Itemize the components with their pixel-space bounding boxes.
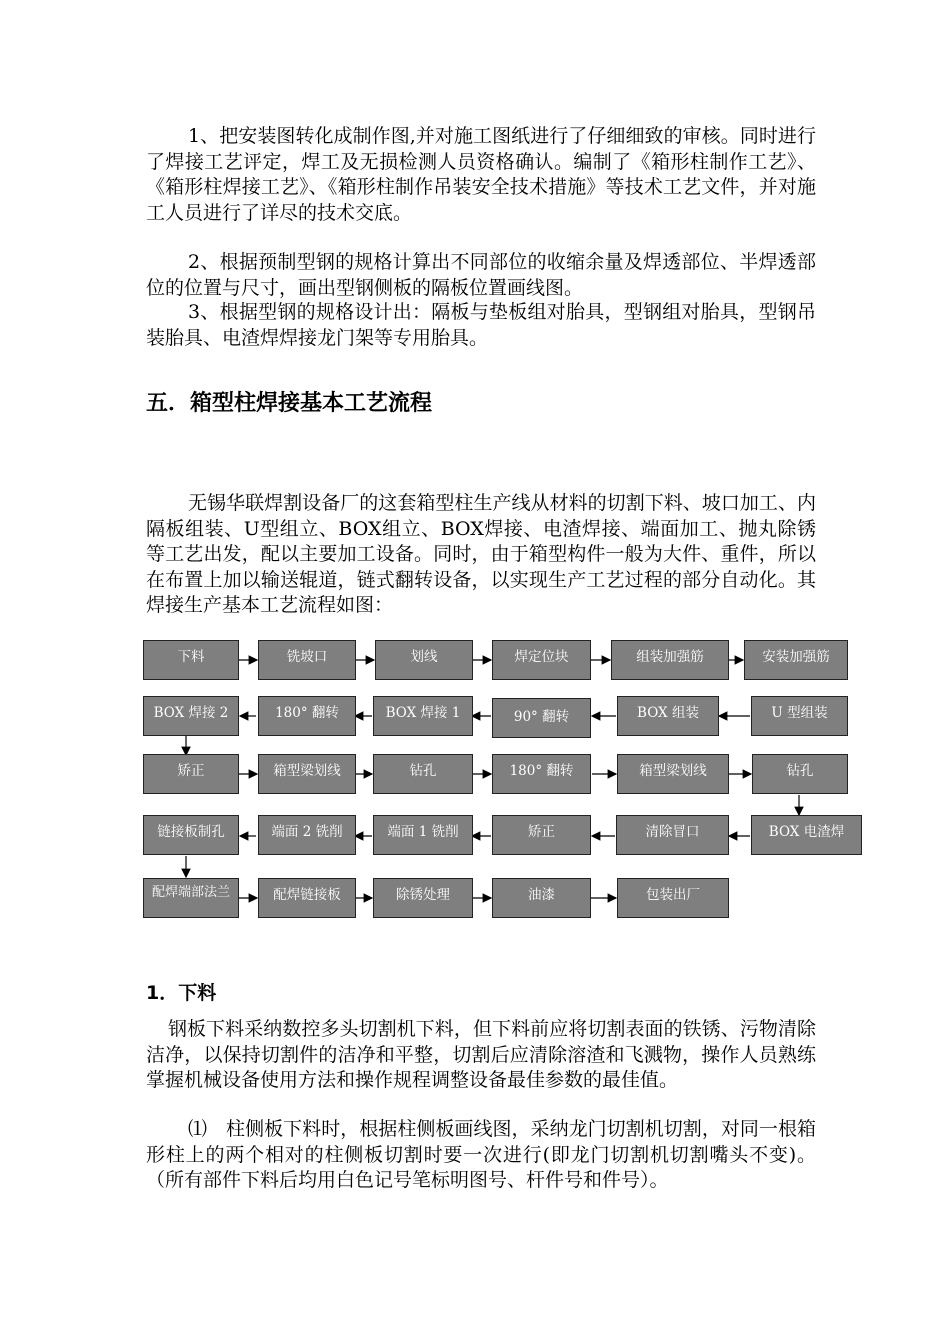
flow-step: 箱型梁划线 [258,754,356,794]
flow-step: U 型组装 [751,696,848,736]
flow-step: BOX 电渣焊 [751,815,862,855]
flow-step: 铣坡口 [258,640,356,680]
section-heading: 五．箱型柱焊接基本工艺流程 [146,391,433,416]
paragraph-2: 2、根据预制型钢的规格计算出不同部位的收缩余量及焊透部位、半焊透部位的位置与尺寸，画出型钢侧板的隔板位置画线图。 [146,251,816,299]
flow-step: 端面 2 铣削 [258,815,356,855]
flow-step: 划线 [375,640,473,680]
cutting-paragraph-1: 钢板下料采纳数控多头切割机下料，但下料前应将切割表面的铁锈、污物清除洁净，以保持切割件的洁净和平整，切割后应清除溶渣和飞溅物，操作人员熟练掌握机械设备使用方法和操作规程调整设备最佳参数的最佳值。 [146,1018,816,1091]
flow-step: 180° 翻转 [492,754,591,794]
flow-step: 矫正 [143,754,239,794]
flow-step: 钻孔 [373,754,473,794]
cutting-paragraph-2: ⑴ 柱侧板下料时，根据柱侧板画线图，采纳龙门切割机切割，对同一根箱形柱上的两个相对的柱侧板切割时要一次进行(即龙门切割机切割嘴头不变)。（所有部件下料后均用白色记号笔标明图号、杆件号和件号）。 [146,1118,816,1191]
flow-step: BOX 焊接 2 [143,696,239,736]
paragraph-3: 3、根据型钢的规格设计出：隔板与垫板组对胎具，型钢组对胎具，型钢吊装胎具、电渣焊焊接龙门架等专用胎具。 [146,301,816,349]
flow-step: BOX 焊接 1 [373,696,473,736]
flow-step: 180° 翻转 [258,696,356,736]
flow-step: 配焊链接板 [258,878,356,918]
flow-step: 安装加强筋 [744,640,848,680]
intro-paragraph: 无锡华联焊割设备厂的这套箱型柱生产线从材料的切割下料、坡口加工、内隔板组装、U型组立、BOX组立、BOX焊接、电渣焊接、端面加工、抛丸除锈等工艺出发，配以主要加工设备。同时，由于箱型构件一般为大件、重件，所以在布置上加以输送辊道，链式翻转设备，以实现生产工艺过程的部分自动化。其焊接生产基本工艺流程如图： [146,492,816,616]
flow-step: 箱型梁划线 [617,754,729,794]
flow-step: 焊定位块 [492,640,591,680]
flow-step: 清除冒口 [616,815,729,855]
paragraph-1: 1、把安装图转化成制作图,并对施工图纸进行了仔细细致的审核。同时进行了焊接工艺评定，焊工及无损检测人员资格确认。编制了《箱形柱制作工艺》、《箱形柱焊接工艺》、《箱形柱制作吊装安全技术措施》等技术工艺文件，并对施工人员进行了详尽的技术交底。 [146,125,816,224]
flow-step: BOX 组装 [617,696,719,736]
flow-step: 钻孔 [752,754,848,794]
subsection-heading: 1．下料 [146,982,217,1004]
flow-step: 组装加强筋 [611,640,729,680]
flow-step: 90° 翻转 [492,698,591,738]
flow-step: 链接板制孔 [143,815,239,855]
flow-step: 下料 [143,640,239,680]
flow-step: 包装出厂 [617,878,729,918]
flow-step: 油漆 [492,878,591,918]
flow-step: 矫正 [492,815,591,855]
flow-step: 除锈处理 [373,878,473,918]
flow-step: 配焊端部法兰 [143,878,239,918]
flow-step: 端面 1 铣削 [373,815,473,855]
